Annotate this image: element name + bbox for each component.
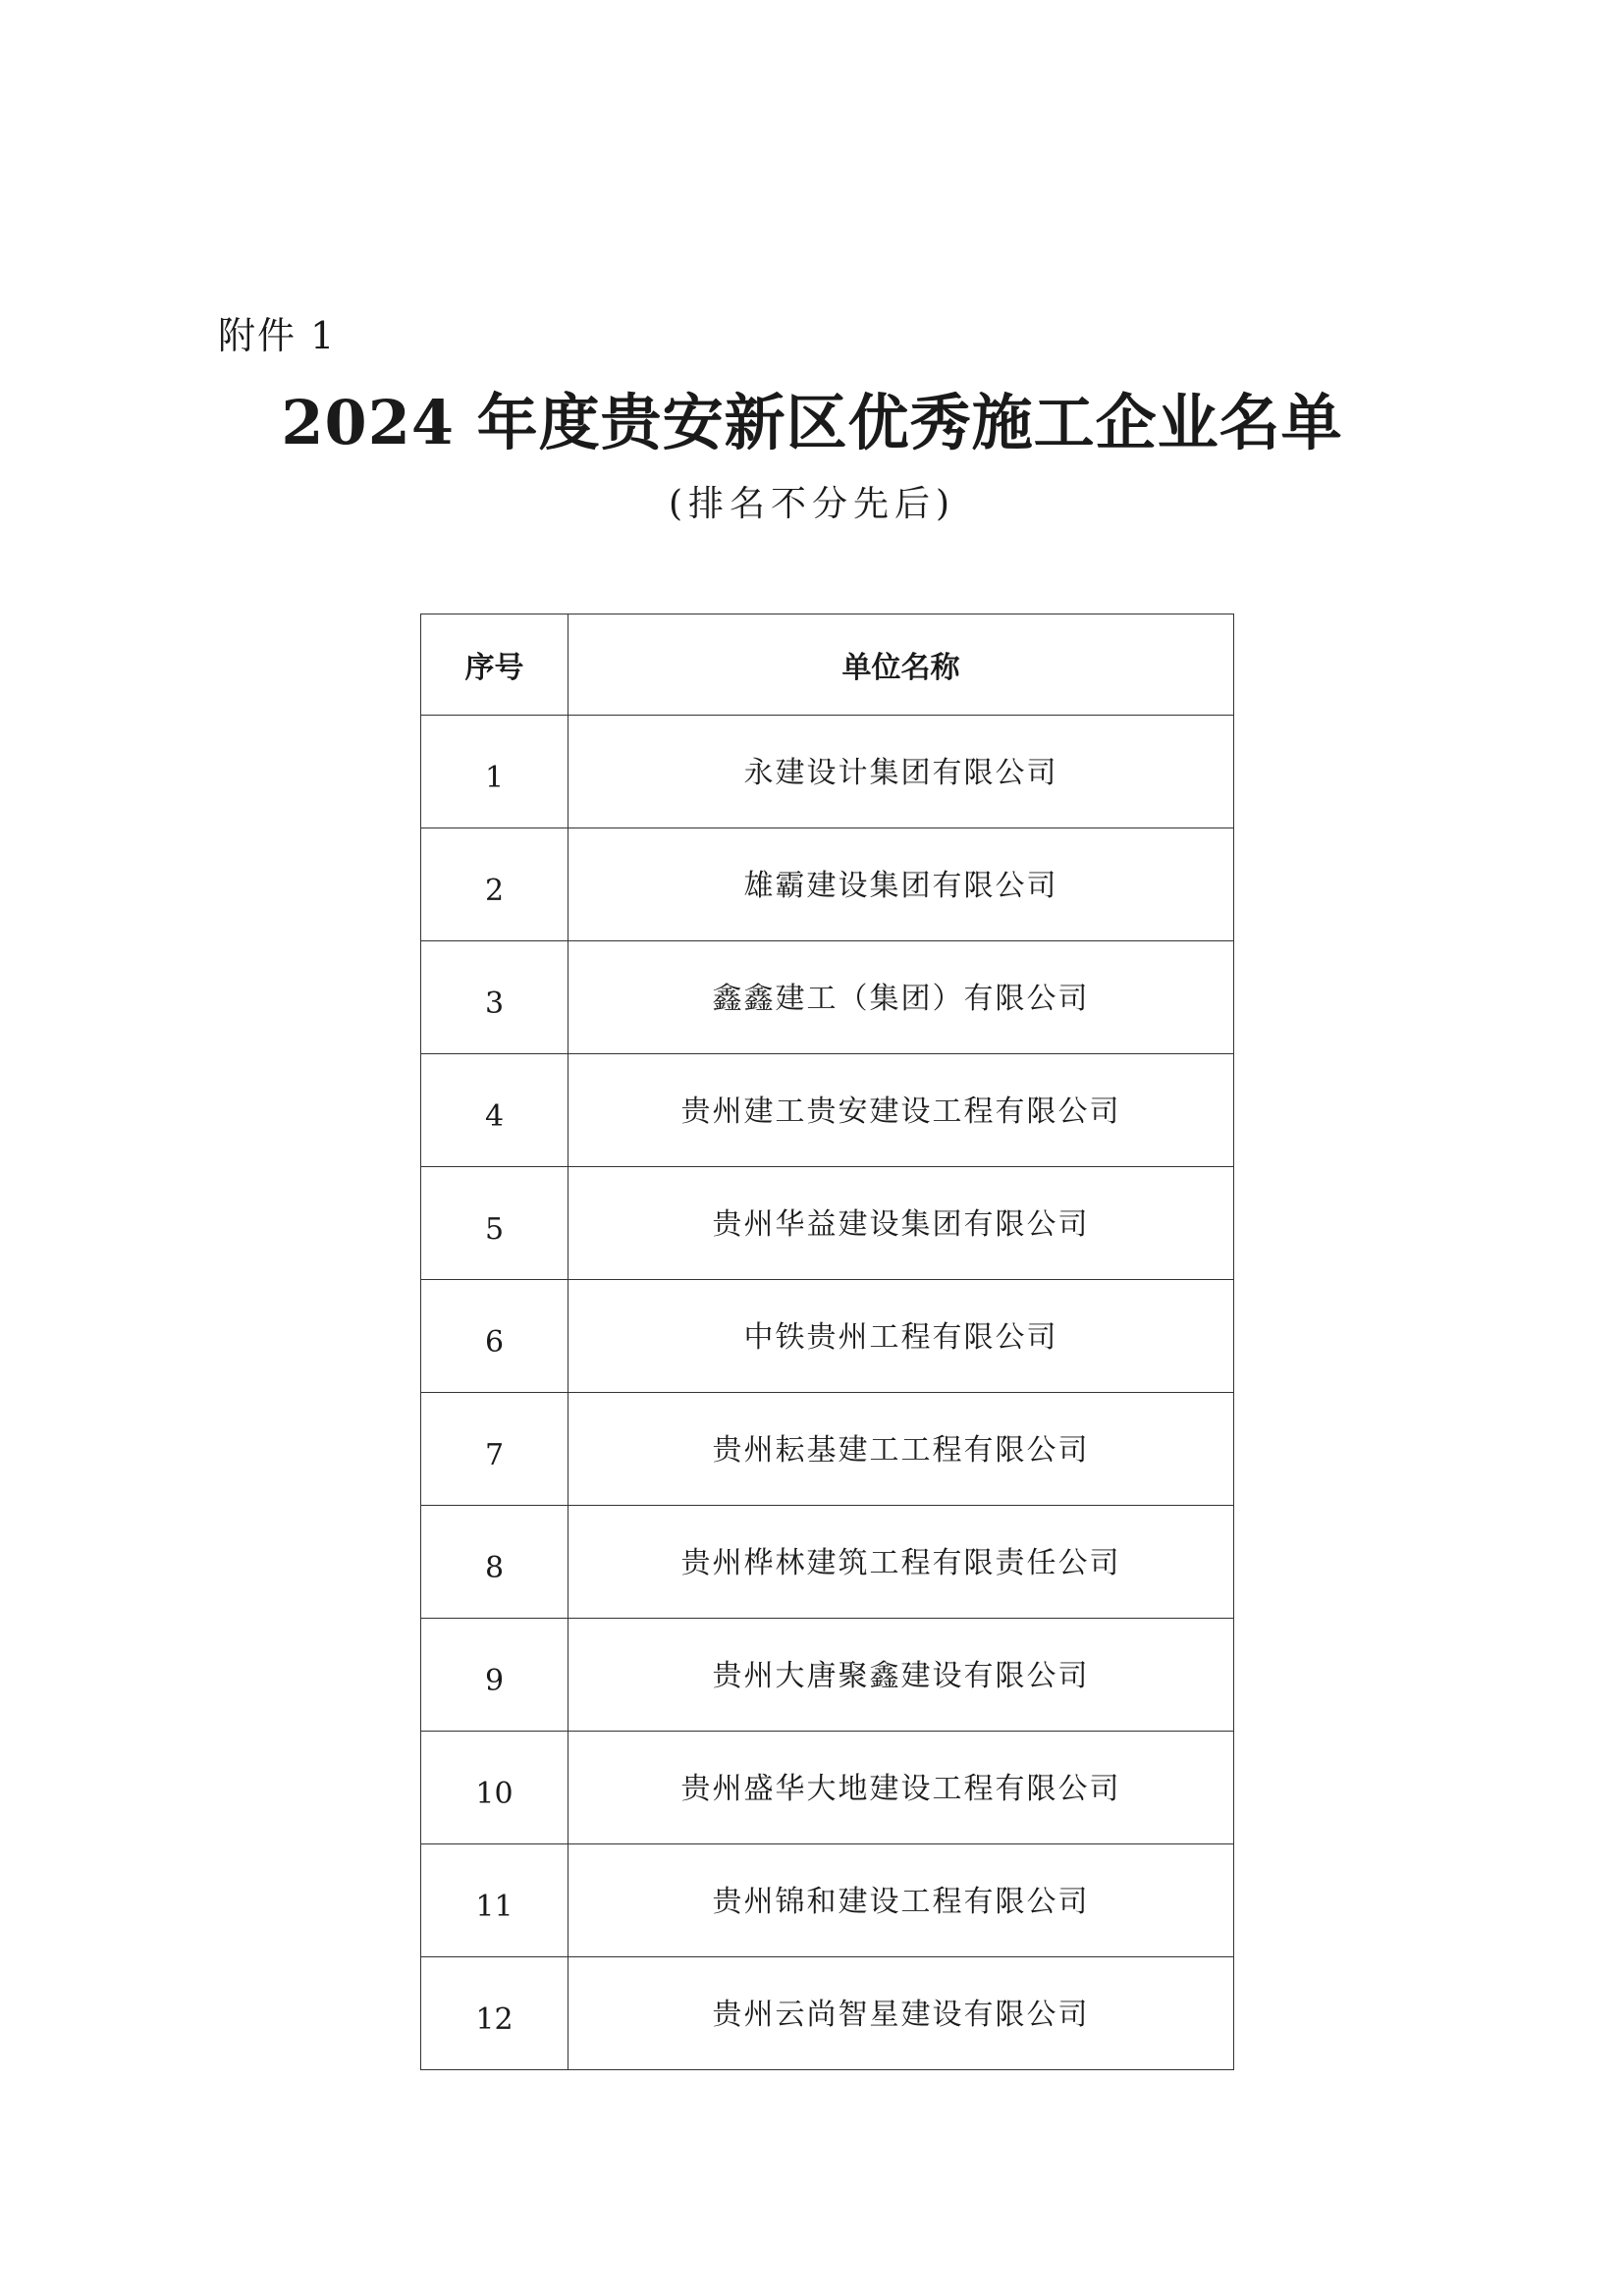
table-header-row <box>421 614 1234 716</box>
company-list-table <box>420 614 1234 2070</box>
document-title: 2024 年度贵安新区优秀施工企业名单 <box>281 387 1343 458</box>
table-row <box>421 1732 1234 1844</box>
table-row <box>421 828 1234 941</box>
company-name: 中铁贵州工程有限公司 <box>568 1280 1234 1393</box>
table-row <box>421 1844 1234 1957</box>
document-subtitle: (排名不分先后) <box>668 484 956 524</box>
company-name: 贵州华益建设集团有限公司 <box>568 1167 1234 1280</box>
company-name: 雄霸建设集团有限公司 <box>568 828 1234 941</box>
table-row <box>421 1167 1234 1280</box>
row-number: 5 <box>421 1167 568 1280</box>
company-name: 鑫鑫建工（集团）有限公司 <box>568 941 1234 1054</box>
table-row <box>421 941 1234 1054</box>
company-name: 贵州锦和建设工程有限公司 <box>568 1844 1234 1957</box>
table-row <box>421 716 1234 828</box>
row-number: 1 <box>421 716 568 828</box>
row-number: 11 <box>421 1844 568 1957</box>
header-company-name: 单位名称 <box>568 614 1234 716</box>
company-name: 贵州盛华大地建设工程有限公司 <box>568 1732 1234 1844</box>
row-number: 9 <box>421 1619 568 1732</box>
table-row <box>421 1506 1234 1619</box>
company-name: 贵州大唐聚鑫建设有限公司 <box>568 1619 1234 1732</box>
table-row <box>421 1054 1234 1167</box>
table-row <box>421 1393 1234 1506</box>
company-name: 永建设计集团有限公司 <box>568 716 1234 828</box>
row-number: 6 <box>421 1280 568 1393</box>
row-number: 2 <box>421 828 568 941</box>
company-name: 贵州耘基建工工程有限公司 <box>568 1393 1234 1506</box>
row-number: 12 <box>421 1957 568 2070</box>
table-row <box>421 1280 1234 1393</box>
row-number: 7 <box>421 1393 568 1506</box>
row-number: 4 <box>421 1054 568 1167</box>
table-row <box>421 1957 1234 2070</box>
company-name: 贵州建工贵安建设工程有限公司 <box>568 1054 1234 1167</box>
attachment-label: 附件 1 <box>218 314 337 357</box>
row-number: 10 <box>421 1732 568 1844</box>
company-name: 贵州桦林建筑工程有限责任公司 <box>568 1506 1234 1619</box>
table-row <box>421 1619 1234 1732</box>
header-serial-number: 序号 <box>421 614 568 716</box>
row-number: 8 <box>421 1506 568 1619</box>
row-number: 3 <box>421 941 568 1054</box>
company-name: 贵州云尚智星建设有限公司 <box>568 1957 1234 2070</box>
